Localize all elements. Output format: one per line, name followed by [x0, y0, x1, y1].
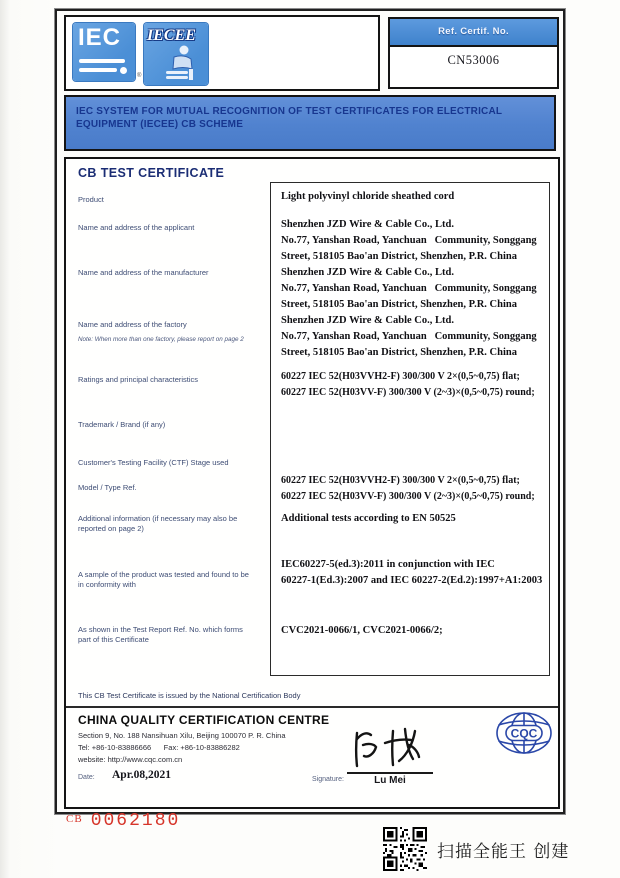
- ratings-line: 60227 IEC 52(H03VVH2-F) 300/300 V 2×(0,5~0,75) flat;: [281, 371, 520, 382]
- applicant-line: No.77, Yanshan Road, Yanchuan Community, Songgang: [281, 235, 537, 246]
- qr-code-icon: [383, 827, 427, 871]
- signature-block: [347, 727, 433, 785]
- label-factory-note: Note: When more than one factory, please report on page 2: [78, 336, 244, 343]
- value-model: [281, 473, 535, 505]
- date-value: Apr.08,2021: [112, 769, 171, 781]
- value-product: Light polyvinyl chloride sheathed cord: [281, 191, 455, 202]
- value-ratings: [281, 369, 535, 401]
- label-model-type: Model / Type Ref.: [78, 483, 137, 492]
- value-test-report: CVC2021-0066/1, CVC2021-0066/2;: [281, 625, 443, 636]
- footer-divider: [66, 706, 558, 708]
- iecee-logo-text: IECEE: [147, 27, 196, 44]
- issued-by-line: This CB Test Certificate is issued by the National Certification Body: [78, 691, 301, 700]
- label-ratings: Ratings and principal characteristics: [78, 375, 199, 384]
- value-manufacturer: [281, 265, 537, 313]
- label-factory: Name and address of the factory: [78, 320, 187, 329]
- label-trademark: Trademark / Brand (if any): [78, 420, 166, 429]
- manufacturer-line: Shenzhen JZD Wire & Cable Co., Ltd.: [281, 267, 454, 278]
- conformity-line: 60227-1(Ed.3):2007 and IEC 60227-2(Ed.2):1997+A1:2003: [281, 575, 543, 586]
- issuer-name: CHINA QUALITY CERTIFICATION CENTRE: [78, 713, 330, 727]
- value-conformity: [281, 557, 542, 589]
- ref-certif-value: CN53006: [447, 53, 500, 67]
- ratings-line: 60227 IEC 52(H03VV-F) 300/300 V (2~3)×(0,5~0,75) round;: [281, 387, 535, 398]
- issuer-website: website: http://www.cqc.com.cn: [78, 755, 183, 764]
- date-label: Date:: [78, 774, 95, 781]
- label-additional-info: Additional information (if necessary may also be reported on page 2): [78, 514, 238, 533]
- label-applicant: Name and address of the applicant: [78, 223, 195, 232]
- values-box: [270, 182, 550, 676]
- iec-logo-text: IEC: [78, 24, 122, 51]
- factory-line: Street, 518105 Bao'an District, Shenzhen, P.R. China: [281, 347, 517, 358]
- registered-mark: ®: [137, 73, 142, 79]
- ref-certif-label: Ref. Certif. No.: [390, 19, 557, 47]
- applicant-line: Street, 518105 Bao'an District, Shenzhen, P.R. China: [281, 251, 517, 262]
- svg-text:CQC: CQC: [510, 726, 538, 741]
- label-test-report: As shown in the Test Report Ref. No. which forms part of this Certificate: [78, 625, 243, 644]
- scheme-banner-text: IEC SYSTEM FOR MUTUAL RECOGNITION OF TEST CERTIFICATES FOR ELECTRICAL EQUIPMENT (IECEE) CB SCHEME: [76, 106, 503, 130]
- label-product: Product: [78, 195, 104, 204]
- qr-caption: 扫描全能王 创建: [437, 841, 570, 862]
- signature-line: [347, 772, 433, 774]
- signature-label: Signature:: [312, 776, 344, 783]
- label-manufacturer: Name and address of the manufacturer: [78, 268, 209, 277]
- manufacturer-line: Street, 518105 Bao'an District, Shenzhen, P.R. China: [281, 299, 517, 310]
- iec-logo: [73, 23, 135, 81]
- scheme-banner: [64, 95, 556, 151]
- model-line: 60227 IEC 52(H03VVH2-F) 300/300 V 2×(0,5~0,75) flat;: [281, 475, 520, 486]
- cqc-logo-icon: [494, 708, 554, 758]
- manufacturer-line: No.77, Yanshan Road, Yanchuan Community, Songgang: [281, 283, 537, 294]
- iecee-figure-icon: [158, 45, 198, 83]
- logos-box: [64, 15, 380, 91]
- label-ctf-stage: Customer's Testing Facility (CTF) Stage used: [78, 458, 229, 467]
- iec-logo-bar-icon: [79, 68, 117, 72]
- scanner-watermark: [383, 826, 569, 872]
- cb-stamp-prefix: CB: [66, 813, 83, 825]
- cb-serial-stamp: [66, 811, 180, 831]
- factory-line: No.77, Yanshan Road, Yanchuan Community, Songgang: [281, 331, 537, 342]
- applicant-line: Shenzhen JZD Wire & Cable Co., Ltd.: [281, 219, 454, 230]
- label-conformity: A sample of the product was tested and found to be in conformity with: [78, 570, 249, 589]
- issuer-tel-fax: Tel: +86-10-83886666 Fax: +86-10-83886282: [78, 743, 240, 752]
- conformity-line: IEC60227-5(ed.3):2011 in conjunction with IEC: [281, 559, 495, 570]
- value-applicant: [281, 217, 537, 265]
- factory-line: Shenzhen JZD Wire & Cable Co., Ltd.: [281, 315, 454, 326]
- iec-logo-dot-icon: [120, 67, 127, 74]
- value-factory: [281, 313, 537, 361]
- signature-name: Lu Mei: [374, 775, 406, 786]
- value-additional-info: Additional tests according to EN 50525: [281, 513, 456, 524]
- iecee-logo: [144, 23, 208, 85]
- certificate-body: [64, 157, 560, 809]
- ref-certif-box: [388, 17, 559, 89]
- issuer-address: Section 9, No. 188 Nansihuan Xilu, Beijing 100070 P. R. China: [78, 731, 286, 740]
- certificate-title: CB TEST CERTIFICATE: [78, 166, 225, 180]
- model-line: 60227 IEC 52(H03VV-F) 300/300 V (2~3)×(0,5~0,75) round;: [281, 491, 535, 502]
- cb-stamp-number: 0062180: [90, 811, 181, 831]
- handwritten-signature-icon: [349, 723, 431, 769]
- iec-logo-bar-icon: [79, 59, 125, 63]
